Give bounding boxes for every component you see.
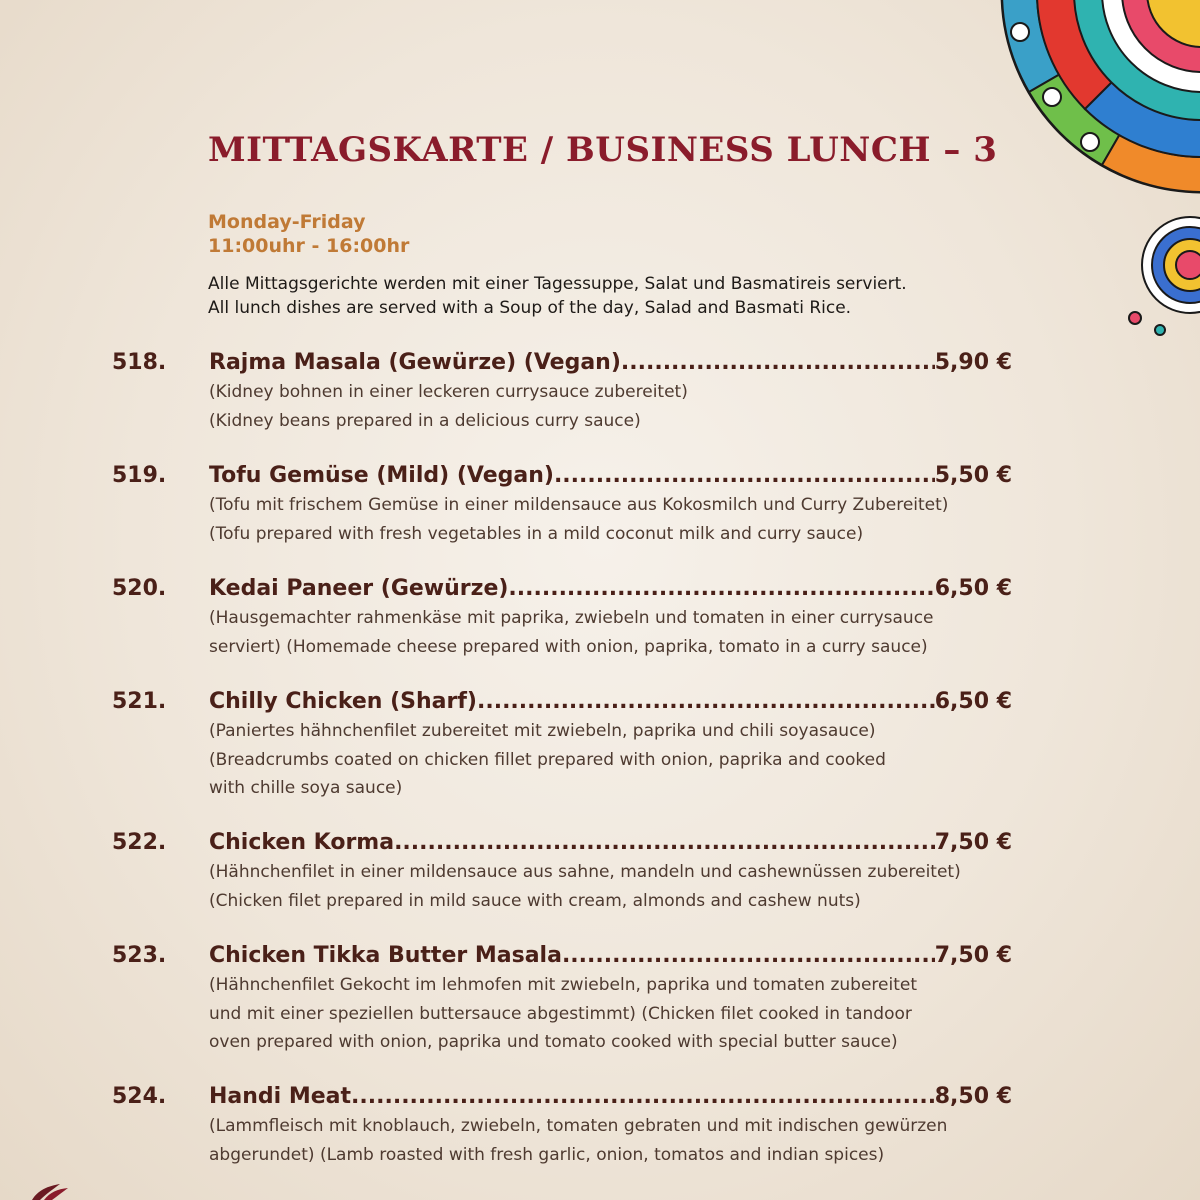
intro-german: Alle Mittagsgerichte werden mit einer Tagessuppe, Salat und Basmatireis serviert. bbox=[208, 274, 907, 294]
description-line: (Kidney bohnen in einer leckeren currysauce zubereitet) bbox=[209, 382, 688, 402]
item-header bbox=[209, 1082, 1012, 1112]
item-price: 5,50 € bbox=[934, 463, 1012, 488]
description-line: (Hausgemachter rahmenkäse mit paprika, zwiebeln und tomaten in einer currysauce bbox=[209, 608, 934, 628]
item-number: 518. bbox=[112, 350, 167, 375]
item-number: 519. bbox=[112, 463, 167, 488]
item-price: 7,50 € bbox=[934, 830, 1012, 855]
description-line: und mit einer speziellen buttersauce abgestimmt) (Chicken filet cooked in tandoor bbox=[209, 1003, 912, 1024]
item-price: 8,50 € bbox=[934, 1084, 1012, 1109]
item-price: 7,50 € bbox=[934, 943, 1012, 968]
page-title: MITTAGSKARTE / BUSINESS LUNCH – 3 bbox=[208, 130, 998, 170]
item-header bbox=[209, 828, 1012, 858]
dot-leader bbox=[621, 348, 935, 378]
item-name: Rajma Masala (Gewürze) (Vegan) bbox=[209, 350, 621, 375]
leaf-ornament-icon bbox=[30, 1184, 70, 1200]
item-description bbox=[209, 491, 1009, 548]
item-header bbox=[209, 574, 1012, 604]
opening-time: 11:00uhr - 16:00hr bbox=[208, 235, 410, 257]
item-number: 523. bbox=[112, 943, 167, 968]
item-name: Chicken Korma bbox=[209, 830, 395, 855]
item-number: 520. bbox=[112, 576, 167, 601]
item-description bbox=[209, 717, 1009, 803]
opening-hours bbox=[208, 210, 409, 258]
dot-leader bbox=[394, 828, 935, 858]
item-description bbox=[209, 1112, 1009, 1169]
item-name: Handi Meat bbox=[209, 1084, 352, 1109]
item-description bbox=[209, 971, 1009, 1057]
item-price: 5,90 € bbox=[934, 350, 1012, 375]
item-price: 6,50 € bbox=[934, 689, 1012, 714]
description-line: (Paniertes hähnchenfilet zubereitet mit zwiebeln, paprika und chili soyasauce) bbox=[209, 721, 876, 741]
description-line: (Breadcrumbs coated on chicken fillet prepared with onion, paprika and cooked bbox=[209, 749, 886, 770]
mandala-ornament-icon bbox=[860, 0, 1200, 345]
description-line: (Lammfleisch mit knoblauch, zwiebeln, tomaten gebraten und mit indischen gewürzen bbox=[209, 1116, 948, 1136]
item-header bbox=[209, 461, 1012, 491]
description-line: (Kidney beans prepared in a delicious curry sauce) bbox=[209, 410, 641, 431]
dot-leader bbox=[477, 687, 935, 717]
description-line: oven prepared with onion, paprika und tomato cooked with special butter sauce) bbox=[209, 1032, 898, 1052]
intro-text bbox=[208, 272, 907, 320]
dot-leader bbox=[508, 574, 934, 604]
item-name: Tofu Gemüse (Mild) (Vegan) bbox=[209, 463, 554, 488]
description-line: serviert) (Homemade cheese prepared with onion, paprika, tomato in a curry sauce) bbox=[209, 636, 928, 657]
item-name: Chicken Tikka Butter Masala bbox=[209, 943, 562, 968]
item-name: Chilly Chicken (Sharf) bbox=[209, 689, 477, 714]
description-line: (Hähnchenfilet Gekocht im lehmofen mit zwiebeln, paprika und tomaten zubereitet bbox=[209, 975, 918, 995]
dot-leader bbox=[562, 941, 935, 971]
item-header bbox=[209, 687, 1012, 717]
description-line: abgerundet) (Lamb roasted with fresh garlic, onion, tomatos and indian spices) bbox=[209, 1144, 885, 1165]
item-description bbox=[209, 378, 1009, 435]
item-header bbox=[209, 348, 1012, 378]
item-number: 522. bbox=[112, 830, 167, 855]
item-number: 521. bbox=[112, 689, 167, 714]
item-name: Kedai Paneer (Gewürze) bbox=[209, 576, 509, 601]
description-line: (Tofu prepared with fresh vegetables in a mild coconut milk and curry sauce) bbox=[209, 523, 864, 544]
item-header bbox=[209, 941, 1012, 971]
item-description bbox=[209, 858, 1009, 915]
intro-english: All lunch dishes are served with a Soup of the day, Salad and Basmati Rice. bbox=[208, 298, 852, 318]
description-line: with chille soya sauce) bbox=[209, 778, 403, 798]
item-description bbox=[209, 604, 1009, 661]
description-line: (Chicken filet prepared in mild sauce with cream, almonds and cashew nuts) bbox=[209, 890, 861, 911]
dot-leader bbox=[554, 461, 935, 491]
description-line: (Hähnchenfilet in einer mildensauce aus sahne, mandeln und cashewnüssen zubereitet) bbox=[209, 862, 961, 882]
dot-leader bbox=[351, 1082, 935, 1112]
item-price: 6,50 € bbox=[934, 576, 1012, 601]
item-number: 524. bbox=[112, 1084, 167, 1109]
description-line: (Tofu mit frischem Gemüse in einer mildensauce aus Kokosmilch und Curry Zubereitet) bbox=[209, 495, 949, 515]
opening-days: Monday-Friday bbox=[208, 211, 366, 233]
